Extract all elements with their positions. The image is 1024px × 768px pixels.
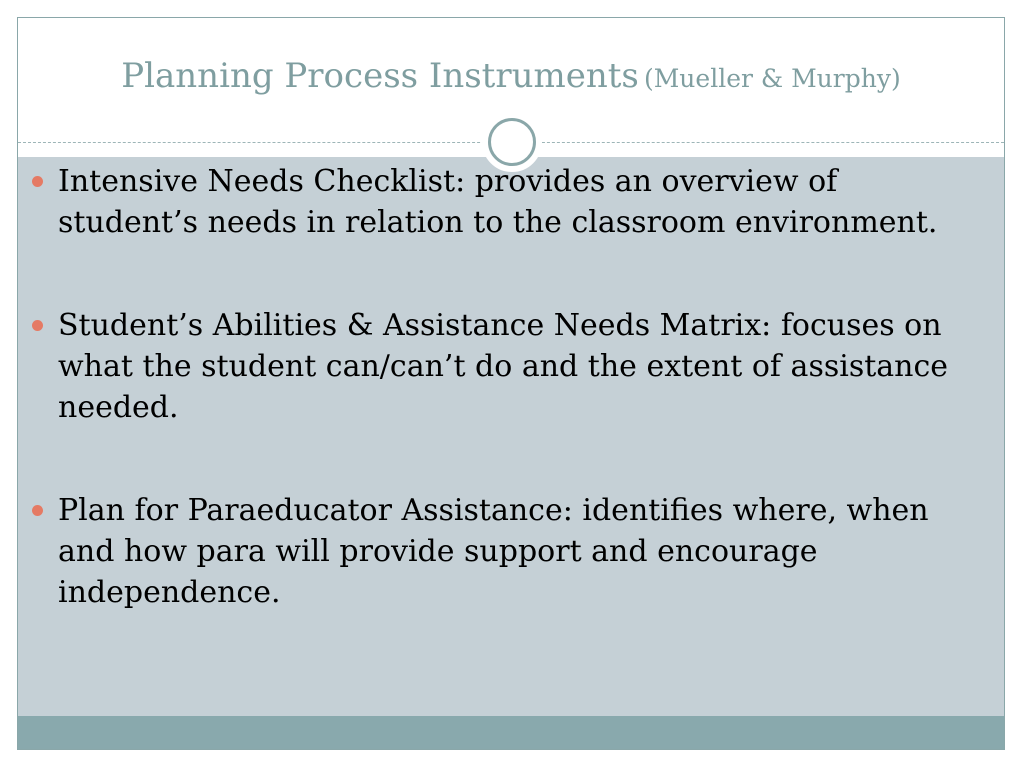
bullet-list bbox=[32, 161, 952, 675]
bullet-text: Intensive Needs Checklist: provides an overview of student’s needs in relation to the classroom environment. bbox=[58, 164, 938, 240]
list-item bbox=[32, 490, 952, 613]
bullet-text: Plan for Paraeducator Assistance: identifies where, when and how para will provide support and encourage independence. bbox=[58, 493, 929, 610]
slide-title bbox=[18, 56, 1004, 96]
list-item bbox=[32, 161, 952, 243]
bullet-dot-icon bbox=[32, 176, 43, 187]
list-item bbox=[32, 305, 952, 428]
footer-bar bbox=[18, 716, 1004, 750]
bullet-text: Student’s Abilities & Assistance Needs Matrix: focuses on what the student can/can’t do and the extent of assistance needed. bbox=[58, 308, 949, 425]
ring-icon-inner bbox=[488, 118, 536, 166]
bullet-dot-icon bbox=[32, 505, 43, 516]
title-suffix: (Mueller & Murphy) bbox=[643, 64, 901, 93]
bullet-dot-icon bbox=[32, 320, 43, 331]
title-main: Planning Process Instruments bbox=[121, 56, 639, 96]
